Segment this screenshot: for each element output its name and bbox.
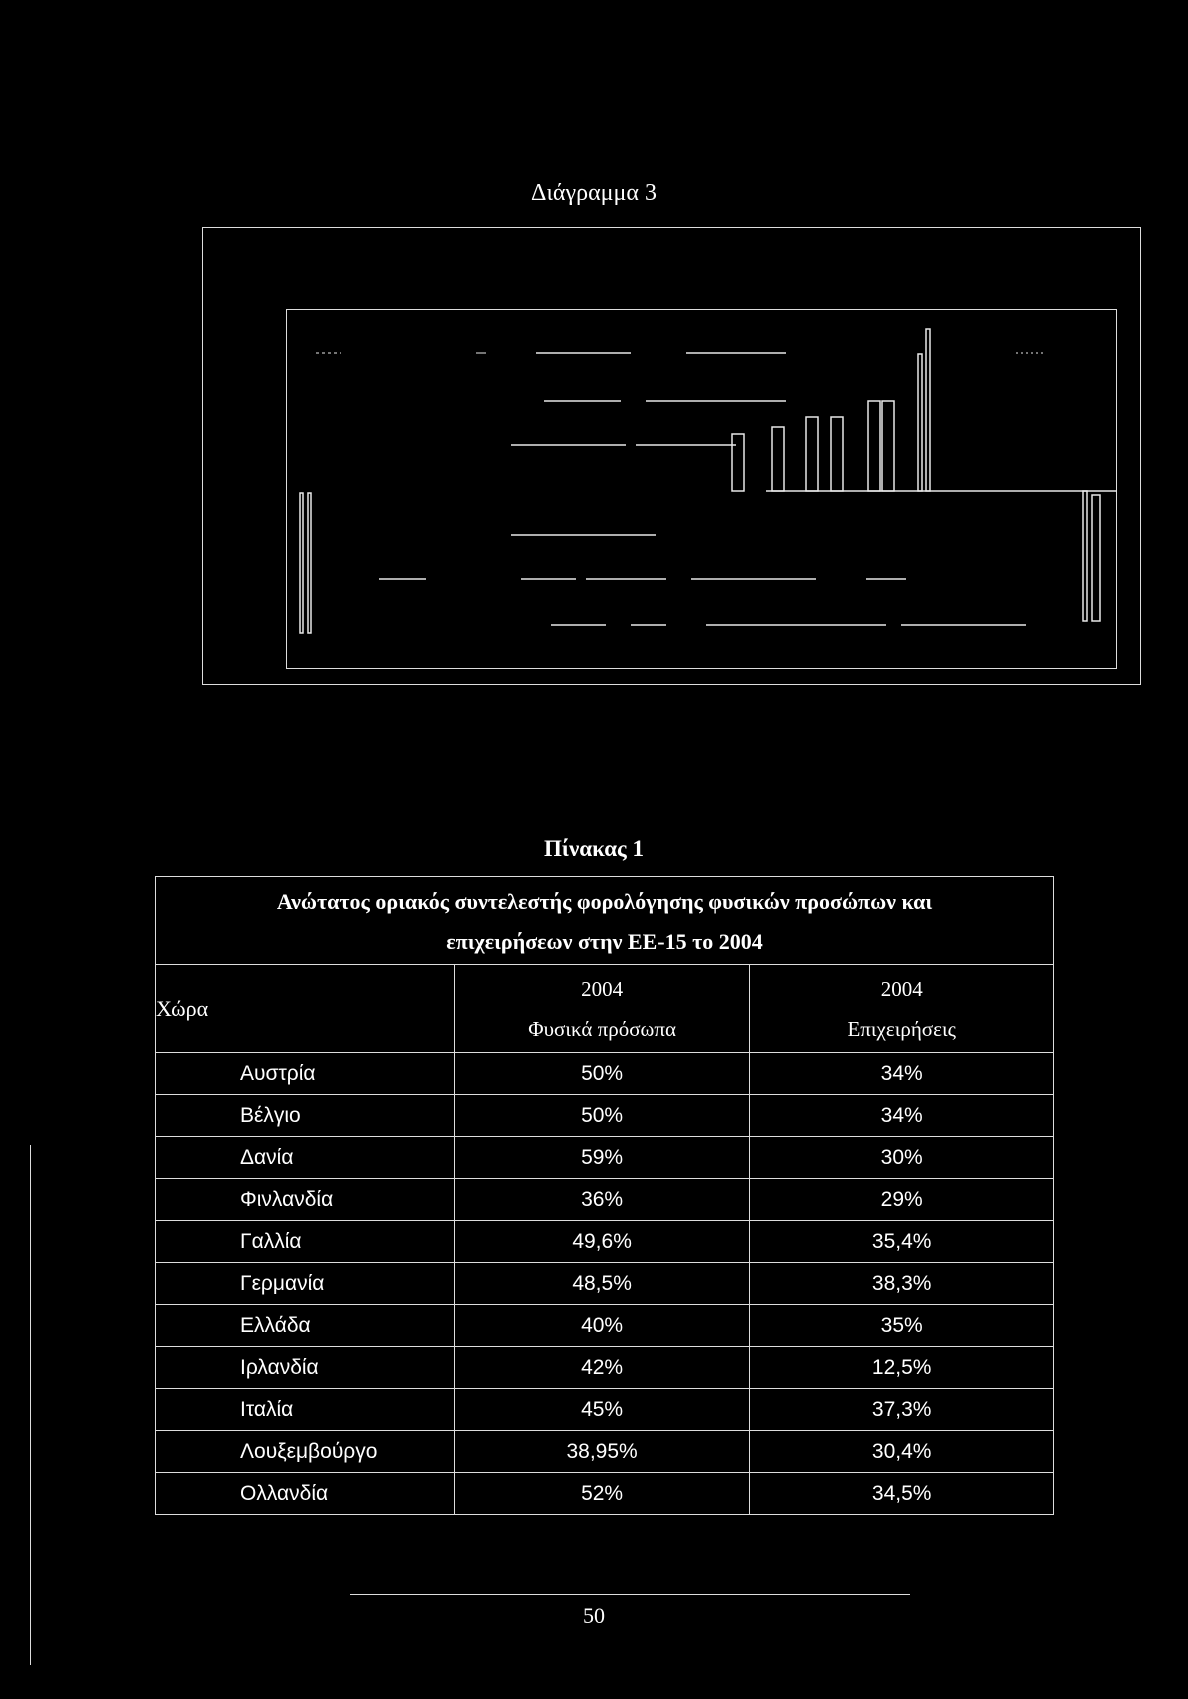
table-row xyxy=(156,1473,1054,1515)
table-row xyxy=(156,1137,1054,1179)
cell-country: Λουξεμβούργο xyxy=(156,1431,455,1473)
header-individuals xyxy=(454,965,750,1053)
cell-country: Φινλανδία xyxy=(156,1179,455,1221)
table-row xyxy=(156,1305,1054,1347)
bar xyxy=(1083,491,1087,621)
table-row xyxy=(156,1431,1054,1473)
tax-rates-table xyxy=(155,876,1054,1515)
table-caption-row xyxy=(156,877,1054,965)
table-caption-line: Ανώτατος οριακός συντελεστής φορολόγησης φυσικών προσώπων και xyxy=(276,888,933,914)
cell-companies: 35% xyxy=(750,1305,1054,1347)
table-row xyxy=(156,1095,1054,1137)
bar xyxy=(831,417,843,491)
table-row xyxy=(156,1179,1054,1221)
cell-individuals: 48,5% xyxy=(454,1263,750,1305)
cell-country: Ιρλανδία xyxy=(156,1347,455,1389)
bar xyxy=(772,427,784,491)
bar xyxy=(926,329,930,491)
page-number: 50 xyxy=(583,1603,605,1628)
header-companies xyxy=(750,965,1054,1053)
header-year: 2004 xyxy=(581,976,624,1001)
table-caption xyxy=(156,877,1054,965)
cell-country: Αυστρία xyxy=(156,1053,455,1095)
bar xyxy=(300,493,303,633)
cell-individuals: 59% xyxy=(454,1137,750,1179)
bar xyxy=(308,493,311,633)
table-header-row xyxy=(156,965,1054,1053)
table-row xyxy=(156,1053,1054,1095)
cell-individuals: 50% xyxy=(454,1095,750,1137)
header-label: Φυσικά πρόσωπα xyxy=(528,1016,676,1041)
cell-country: Ιταλία xyxy=(156,1389,455,1431)
cell-country: Βέλγιο xyxy=(156,1095,455,1137)
table-row xyxy=(156,1389,1054,1431)
cell-individuals: 49,6% xyxy=(454,1221,750,1263)
margin-line xyxy=(30,1145,31,1665)
cell-companies: 30,4% xyxy=(750,1431,1054,1473)
cell-companies: 37,3% xyxy=(750,1389,1054,1431)
cell-country: Ολλανδία xyxy=(156,1473,455,1515)
footer-rule xyxy=(350,1594,910,1595)
header-label: Επιχειρήσεις xyxy=(847,1016,956,1041)
cell-companies: 12,5% xyxy=(750,1347,1054,1389)
header-year: 2004 xyxy=(880,976,923,1001)
cell-country: Γερμανία xyxy=(156,1263,455,1305)
table-title: Πίνακας 1 xyxy=(543,836,645,861)
cell-country: Ελλάδα xyxy=(156,1305,455,1347)
diagram-title: Διάγραμμα 3 xyxy=(531,180,657,206)
bar xyxy=(806,417,818,491)
bar xyxy=(1092,495,1100,621)
cell-country: Γαλλία xyxy=(156,1221,455,1263)
cell-companies: 30% xyxy=(750,1137,1054,1179)
cell-individuals: 52% xyxy=(454,1473,750,1515)
cell-individuals: 38,95% xyxy=(454,1431,750,1473)
bar xyxy=(918,354,922,491)
cell-country: Δανία xyxy=(156,1137,455,1179)
cell-companies: 38,3% xyxy=(750,1263,1054,1305)
cell-companies: 34% xyxy=(750,1053,1054,1095)
cell-individuals: 40% xyxy=(454,1305,750,1347)
cell-companies: 34% xyxy=(750,1095,1054,1137)
diagram-graphic xyxy=(286,309,1117,669)
cell-companies: 34,5% xyxy=(750,1473,1054,1515)
table-row xyxy=(156,1263,1054,1305)
bar xyxy=(868,401,880,491)
cell-individuals: 50% xyxy=(454,1053,750,1095)
header-country: Χώρα xyxy=(156,965,455,1053)
table-row xyxy=(156,1221,1054,1263)
cell-individuals: 36% xyxy=(454,1179,750,1221)
cell-individuals: 45% xyxy=(454,1389,750,1431)
bar xyxy=(732,434,744,491)
table-caption-line: επιχειρήσεων στην ΕΕ-15 το 2004 xyxy=(446,928,763,954)
cell-companies: 29% xyxy=(750,1179,1054,1221)
cell-individuals: 42% xyxy=(454,1347,750,1389)
bar xyxy=(882,401,894,491)
cell-companies: 35,4% xyxy=(750,1221,1054,1263)
table-row xyxy=(156,1347,1054,1389)
